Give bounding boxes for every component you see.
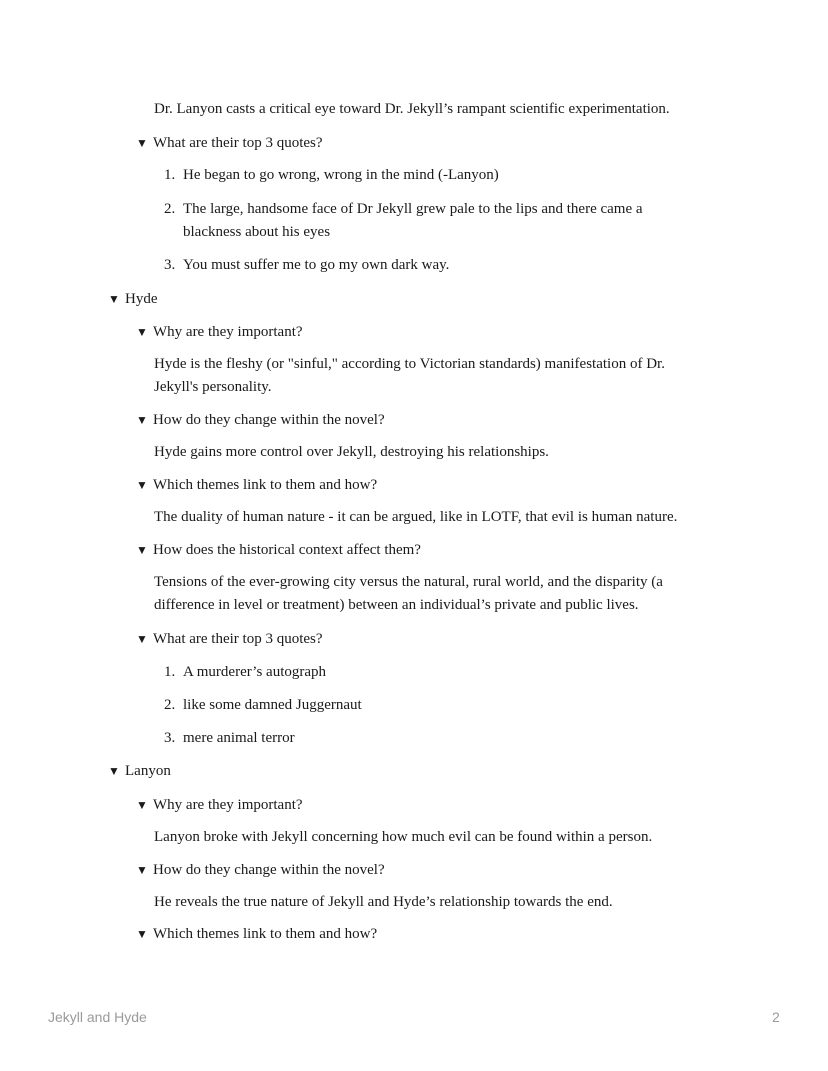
lanyon-answer-2: He reveals the true nature of Jekyll and Hyde’s relationship towards the end. [154, 894, 613, 910]
list-item: 2. like some damned Juggernaut [164, 697, 362, 713]
hyde-answer-4-continued: difference in level or treatment) between an individual’s private and public lives. [154, 597, 639, 613]
section-title-lanyon: Lanyon [125, 763, 171, 779]
triangle-down-icon: ▼ [136, 413, 148, 427]
toggle-lanyon-importance[interactable]: ▼ Why are they important? [136, 794, 303, 817]
list-item-continuation: blackness about his eyes [183, 224, 331, 240]
lanyon-answer-1: Lanyon broke with Jekyll concerning how much evil can be found within a person. [154, 829, 653, 845]
triangle-down-icon: ▼ [136, 863, 148, 877]
list-item: 2. The large, handsome face of Dr Jekyll grew pale to the lips and there came a [164, 201, 643, 217]
lanyon-intro-answer: Dr. Lanyon casts a critical eye toward Dr. Jekyll’s rampant scientific experimentation. [154, 101, 670, 117]
hyde-answer-4: Tensions of the ever-growing city versus the natural, rural world, and the disparity (a [154, 574, 663, 590]
triangle-down-icon: ▼ [136, 478, 148, 492]
toggle-hyde[interactable] [108, 288, 158, 311]
triangle-down-icon: ▼ [136, 325, 148, 339]
toggle-lanyon[interactable] [108, 760, 171, 783]
section-title-hyde: Hyde [125, 291, 158, 307]
list-item: 1. A murderer’s autograph [164, 664, 327, 680]
hyde-answer-1-continued: Jekyll's personality. [154, 379, 272, 395]
toggle-quotes-intro[interactable]: ▼ What are their top 3 quotes? [136, 132, 323, 155]
hyde-answer-2: Hyde gains more control over Jekyll, destroying his relationships. [154, 444, 549, 460]
triangle-down-icon: ▼ [136, 798, 148, 812]
triangle-down-icon: ▼ [108, 292, 120, 306]
triangle-down-icon: ▼ [136, 136, 148, 150]
footer-page-number: 2 [772, 1009, 780, 1025]
toggle-hyde-quotes[interactable]: ▼ What are their top 3 quotes? [136, 628, 323, 651]
triangle-down-icon: ▼ [136, 632, 148, 646]
list-item: 3. You must suffer me to go my own dark way. [164, 257, 450, 273]
footer-document-title: Jekyll and Hyde [48, 1009, 147, 1025]
toggle-hyde-context[interactable]: ▼ How does the historical context affect them? [136, 539, 421, 562]
hyde-answer-1: Hyde is the fleshy (or "sinful," according to Victorian standards) manifestation of Dr. [154, 356, 665, 372]
toggle-lanyon-themes[interactable]: ▼ Which themes link to them and how? [136, 923, 377, 946]
toggle-lanyon-change[interactable]: ▼ How do they change within the novel? [136, 859, 385, 882]
hyde-answer-3: The duality of human nature - it can be argued, like in LOTF, that evil is human nature. [154, 509, 678, 525]
toggle-hyde-importance[interactable]: ▼ Why are they important? [136, 321, 303, 344]
triangle-down-icon: ▼ [136, 927, 148, 941]
triangle-down-icon: ▼ [108, 764, 120, 778]
triangle-down-icon: ▼ [136, 543, 148, 557]
list-item: 1. He began to go wrong, wrong in the mind (-Lanyon) [164, 167, 499, 183]
toggle-hyde-themes[interactable]: ▼ Which themes link to them and how? [136, 474, 377, 497]
toggle-hyde-change[interactable]: ▼ How do they change within the novel? [136, 409, 385, 432]
list-item: 3. mere animal terror [164, 730, 295, 746]
